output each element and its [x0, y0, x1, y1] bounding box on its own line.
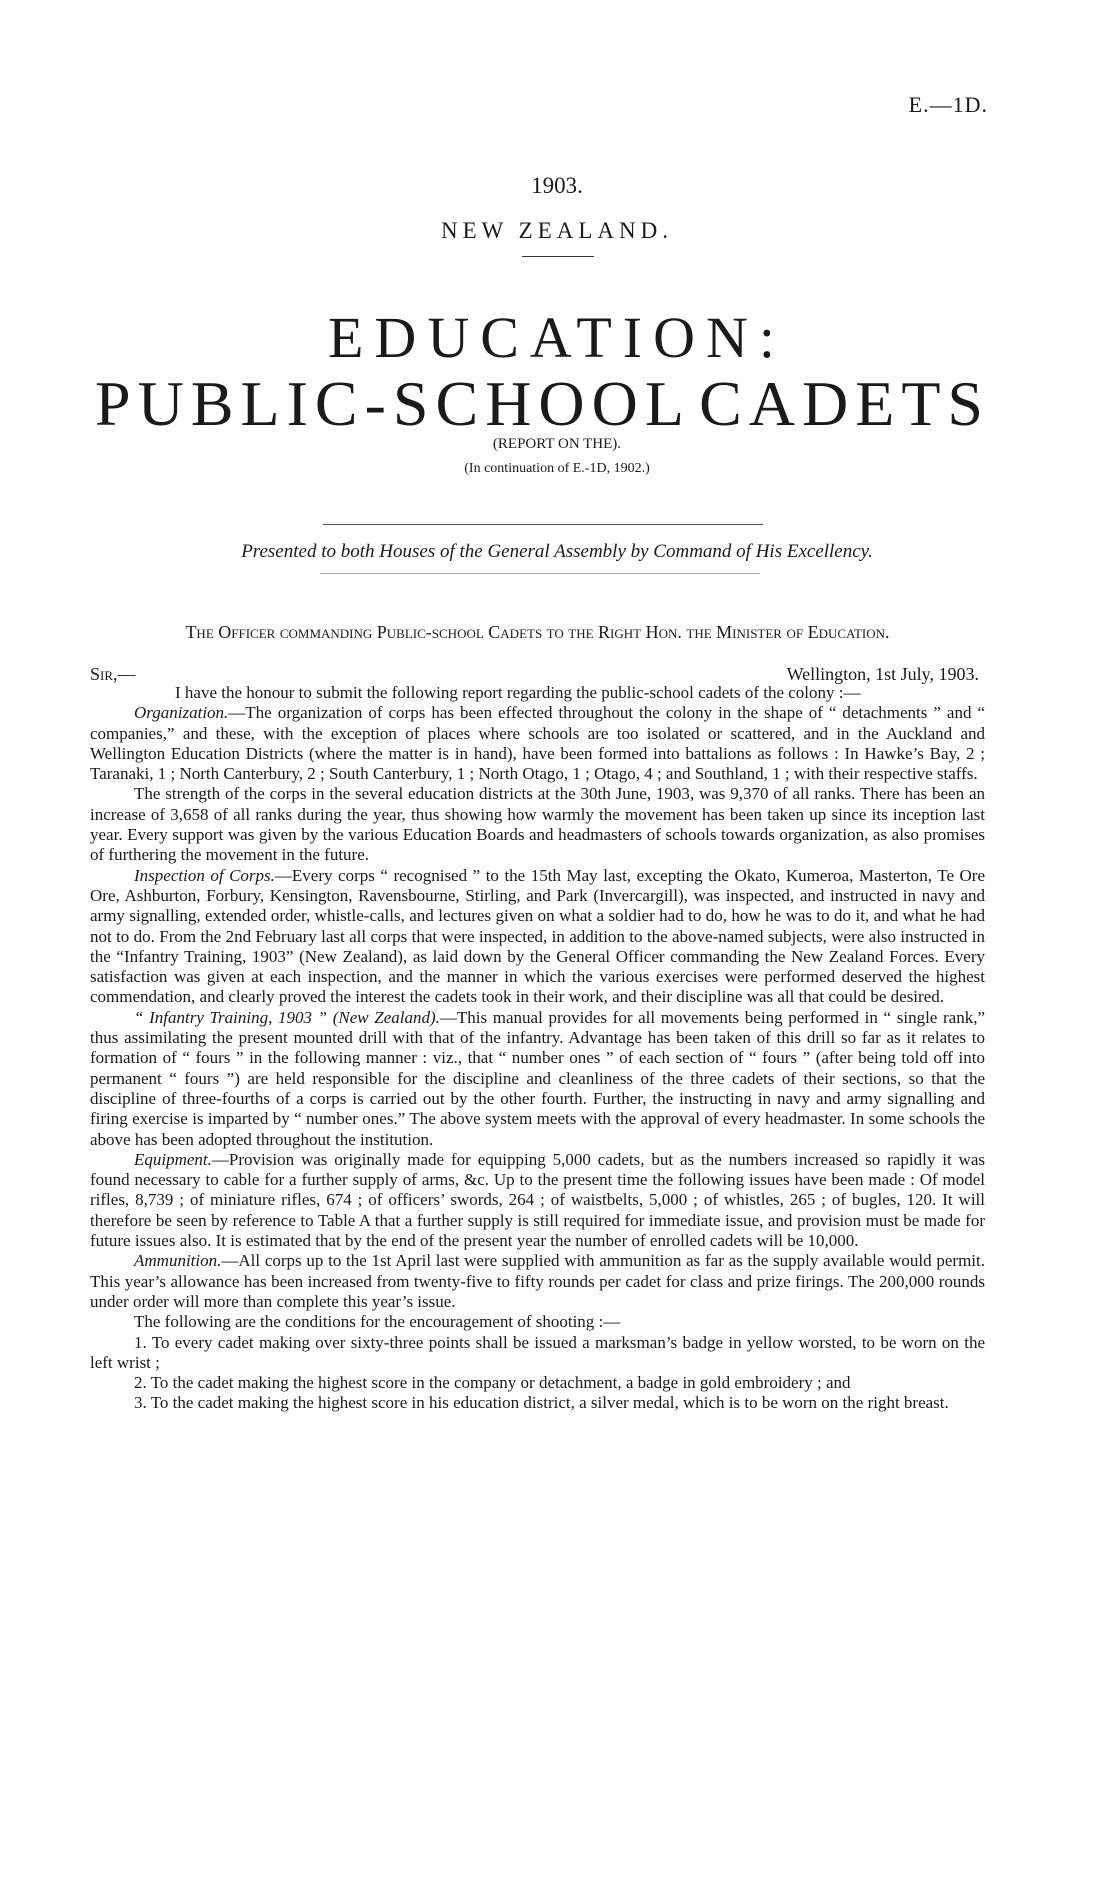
paragraph-organization: Organization.—The organization of corps has been effected throughout the colony in the shape of “ detachments ” and “ companies,” and these, with the exception of places where schools are too isolated or scattered, and in the Auckland and Wellington Education Districts (where the matter is in hand), have been formed into battalions as follows : In Hawke’s Bay, 2 ; Taranaki, 1 ; North Canterbury, 2 ; South Canterbury, 1 ; North Otago, 1 ; Otago, 4 ; and Southland, 1 ; with their respective staffs. [90, 703, 985, 784]
paragraph: I have the honour to submit the following report regarding the public-school cadets of the colony :— [175, 683, 861, 702]
paragraph-equipment: Equipment.—Provision was originally made for equipping 5,000 cadets, but as the numbers increased so rapidly it was found necessary to cable for a further supply of arms, &c. Up to the present time the following issues have been made : Of model rifles, 8,739 ; of miniature rifles, 674 ; of officers’ swords, 264 ; of waistbelts, 5,000 ; of whistles, 265 ; of bugles, 120. It will therefore be seen by reference to Table A that a further supply is still required for immediate issue, and provision must be made for future issues also. It is estimated that by the end of the present year the number of enrolled cadets will be 10,000. [90, 1149, 985, 1251]
subtitle: (REPORT ON THE). [492, 436, 622, 452]
report-body [90, 683, 985, 1414]
document-reference: E.—1D. [908, 92, 988, 117]
divider-top [323, 524, 763, 525]
title-education: EDUCATION: [328, 305, 786, 370]
dateline: Wellington, 1st July, 1903. [786, 664, 979, 684]
document-year: 1903. [531, 173, 583, 198]
list-item: 2. To the cadet making the highest score in the company or detachment, a badge in gold embroidery ; and [134, 1373, 851, 1393]
paragraph-shooting-conditions: The following are the conditions for the encouragement of shooting :— [134, 1312, 621, 1332]
presented-line: Presented to both Houses of the General Assembly by Command of His Excellency. [241, 541, 873, 562]
paragraph-ammunition: Ammunition.—All corps up to the 1st April last were supplied with ammunition as far as the supply available would permit. This year’s allowance has been increased from twenty-five to fifty rounds per cadet for class and prize firings. The 200,000 rounds under order will more than complete this year’s issue. [90, 1251, 985, 1311]
paragraph-infantry-training: “ Infantry Training, 1903 ” (New Zealand).—This manual provides for all movements being performed in “ single rank,” thus assimilating the present mounted drill with that of the infantry. Advantage has been taken of this drill so far as it relates to formation of “ fours ” in the following manner : viz., that “ number ones ” of each section of “ fours ” (after being told off into permanent “ fours ”) are held responsible for the discipline and cleanliness of the three cadets of their sections, so that the discipline of three-fourths of a corps is carried out by the other fourth. Further, the instructing in navy and army signalling and firing exercise is imparted by “ number ones.” The above system meets with the approval of every headmaster. In some schools the above has been adopted throughout the institution. [90, 1007, 985, 1149]
list-item: 3. To the cadet making the highest score in his education district, a silver medal, which is to be worn on the right breast. [134, 1393, 949, 1413]
title-word-cadets: CADETS [699, 368, 990, 439]
divider-bottom [320, 573, 760, 574]
divider-short [522, 256, 594, 257]
title-public-school-cadets [95, 368, 990, 439]
continuation-note: (In continuation of E.-1D, 1902.) [464, 461, 650, 476]
paragraph-strength: The strength of the corps in the several education districts at the 30th June, 1903, was 9,370 of all ranks. There has been an increase of 3,658 of all ranks during the year, thus showing how warmly the movement has been taken up since its inception last year. Every support was given by the various Education Boards and headmasters of schools towards organization, as also promises of furthering the movement in the future. [90, 784, 985, 865]
letter-heading: The Officer commanding Public-school Cadets to the Right Hon. the Minister of Education. [185, 622, 890, 642]
document-country: NEW ZEALAND. [440, 218, 674, 243]
title-word-public-school: PUBLIC-SCHOOL [95, 368, 691, 439]
paragraph-inspection: Inspection of Corps.—Every corps “ recognised ” to the 15th May last, excepting the Okato, Kumeroa, Masterton, Te Ore Ore, Ashburton, Forbury, Kensington, Ravensbourne, Stirling, and Park (Invercargill), was inspected, and instructed in navy and army signalling, extended order, whistle-calls, and lectures given on what a soldier had to do, how he was to do it, and what he had not to do. From the 2nd February last all corps that were inspected, in addition to the above-named subjects, were also instructed in the “Infantry Training, 1903” (New Zealand), as laid down by the General Officer commanding the New Zealand Forces. Every satisfaction was given at each inspection, and the manner in which the various exercises were performed deserved the highest commendation, and clearly proved the interest the cadets took in their work, and their discipline was all that could be desired. [90, 865, 986, 1007]
salutation: Sir,— [90, 664, 136, 684]
list-item: 1. To every cadet making over sixty-three points shall be issued a marksman’s badge in yellow worsted, to be worn on the left wrist ; [90, 1332, 985, 1372]
